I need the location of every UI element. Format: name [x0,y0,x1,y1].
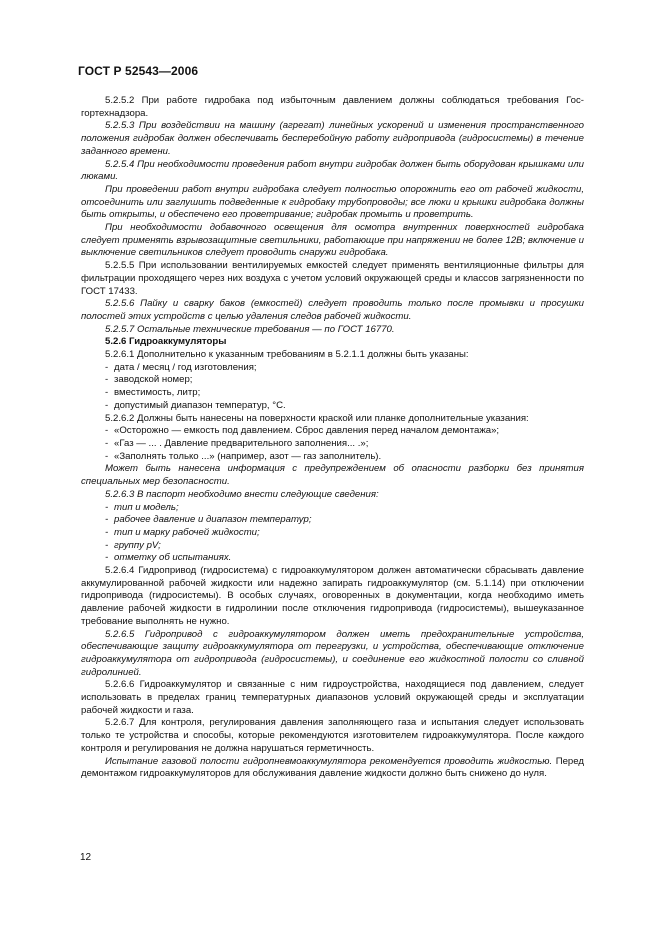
section-heading-5-2-6: 5.2.6 Гидроаккумуляторы [105,336,227,348]
paragraph-5-2-6-1: 5.2.6.1 Дополнительно к указанным требованиям в 5.2.1.1 должны быть указаны: [105,349,469,361]
paragraph-5-2-5-6: 5.2.5.6 Пайку и сварку баков (емкостей) следует проводить только после промывки и просушки полостей этих устройств с целью удаления следов рабочей жидкости. [81,298,584,322]
page-number: 12 [80,852,92,863]
list-item: - «Газ — ... . Давление предварительного заполнения... .»; [105,437,369,449]
paragraph-5-2-6-5: 5.2.6.5 Гидропривод с гидроаккумулятором должен иметь предохранительные устройства, обеспечивающие защиту гидроаккумулятора от перегрузки, и устройства, обеспечивающие отключение гидроаккумулятора от гидропривода (гидросистемы), и соединение его жидкостной полости со сливной гидролинией. [81,628,584,678]
list-item: - «Осторожно — емкость под давлением. Сброс давления перед началом демонтажа»; [105,425,500,437]
paragraph-5-2-6-6: 5.2.6.6 Гидроаккумулятор и связанные с ним гидроустройства, находящиеся под давлением, следует использовать в пределах границ температурных диапазонов условий окружающей среды и эксплуатации рабочей жидкости и газа. [81,679,584,716]
paragraph-5-2-5-2: 5.2.5.2 При работе гидробака под избыточным давлением должны соблюдаться требования Госгортехнадзора. [81,95,584,119]
list-item: - рабочее давление и диапазон температур; [105,514,312,526]
paragraph-5-2-6-7-b [81,756,584,781]
paragraph-5-2-6-2-b: Может быть нанесена информация с предупреждением об опасности разборки без принятия специальных мер безопасности. [81,463,584,488]
list-item: - тип и модель; [105,501,179,513]
paragraph-5-2-6-7-b-italic: Испытание газовой полости гидропневмоаккумулятора рекомендуется проводить жидкостью. [105,755,553,767]
list-item: - заводской номер; [105,374,193,386]
list-item: - тип и марку рабочей жидкости; [105,526,260,538]
paragraph-5-2-6-7-b-rest: Перед демонтажом гидроаккумуляторов для обслуживания давление жидкости должно быть снижено до нуля. [81,755,584,780]
list-item: - «Заполнять только ...» (например, азот — газ заполнитель). [105,450,382,462]
paragraph-5-2-5-5: 5.2.5.5 При использовании вентилируемых емкостей следует применять вентиляционные фильтры для фильтрации проходящего через них воздуха с учетом условий окружающей среды и классов загрязненности по ГОСТ 17433. [81,260,584,297]
paragraph-5-2-5-4-c: При необходимости добавочного освещения для осмотра внутренних поверхностей гидробака следует применять взрывозащитные светильники, работающие при напряжении не более 12В; включение и выключение светильников следует проводить снаружи гидробака. [81,222,584,259]
document-header: ГОСТ Р 52543—2006 [78,64,199,78]
paragraph-5-2-6-2: 5.2.6.2 Должны быть нанесены на поверхности краской или планке дополнительные указания: [105,412,529,424]
list-item: - отметку об испытаниях. [105,552,232,564]
list-item: - группу pV; [105,539,161,551]
list-item: - вместимость, литр; [105,387,201,399]
list-item: - допустимый диапазон температур, °С. [105,399,286,411]
paragraph-5-2-6-4: 5.2.6.4 Гидропривод (гидросистема) с гидроаккумулятором должен автоматически сбрасывать давление аккумулированной рабочей жидкости или надежно запирать гидроаккумулятор (см. 5.1.14) при отключении гидропривода (гидросистемы). В особых случаях, оговоренных в документации, когда необходимо иметь давление рабочей жидкости в гидролинии после отключения гидропривода (гидросистемы), вышеуказанное требование выполнять не нужно. [81,565,584,627]
paragraph-5-2-5-3: 5.2.5.3 При воздействии на машину (агрегат) линейных ускорений и изменения пространственного положения гидробак должен обеспечивать бесперебойную работу гидропривода (гидросистемы) в течение заданного времени. [81,120,584,157]
paragraph-5-2-5-7: 5.2.5.7 Остальные технические требования — по ГОСТ 16770. [105,323,395,335]
paragraph-5-2-5-4-b: При проведении работ внутри гидробака следует полностью опорожнить его от рабочей жидкости, отсоединить или заглушить подведенные к гидробаку трубопроводы; все люки и крышки гидробака должны быть открыты, и обеспечено его проветривание; гидробак промыть и проветрить. [81,183,584,221]
document-body [81,95,584,781]
paragraph-5-2-6-3: 5.2.6.3 В паспорт необходимо внести следующие сведения: [105,488,379,500]
list-item: - дата / месяц / год изготовления; [105,361,257,373]
paragraph-5-2-5-4: 5.2.5.4 При необходимости проведения работ внутри гидробак должен быть оборудован крышками или люками. [81,158,584,183]
paragraph-5-2-6-7: 5.2.6.7 Для контроля, регулирования давления заполняющего газа и испытания следует использовать только те устройства и способы, которые рекомендуются изготовителем гидроаккумулятора. После каждого контроля и регулирования не должна нарушаться герметичность. [81,717,584,754]
